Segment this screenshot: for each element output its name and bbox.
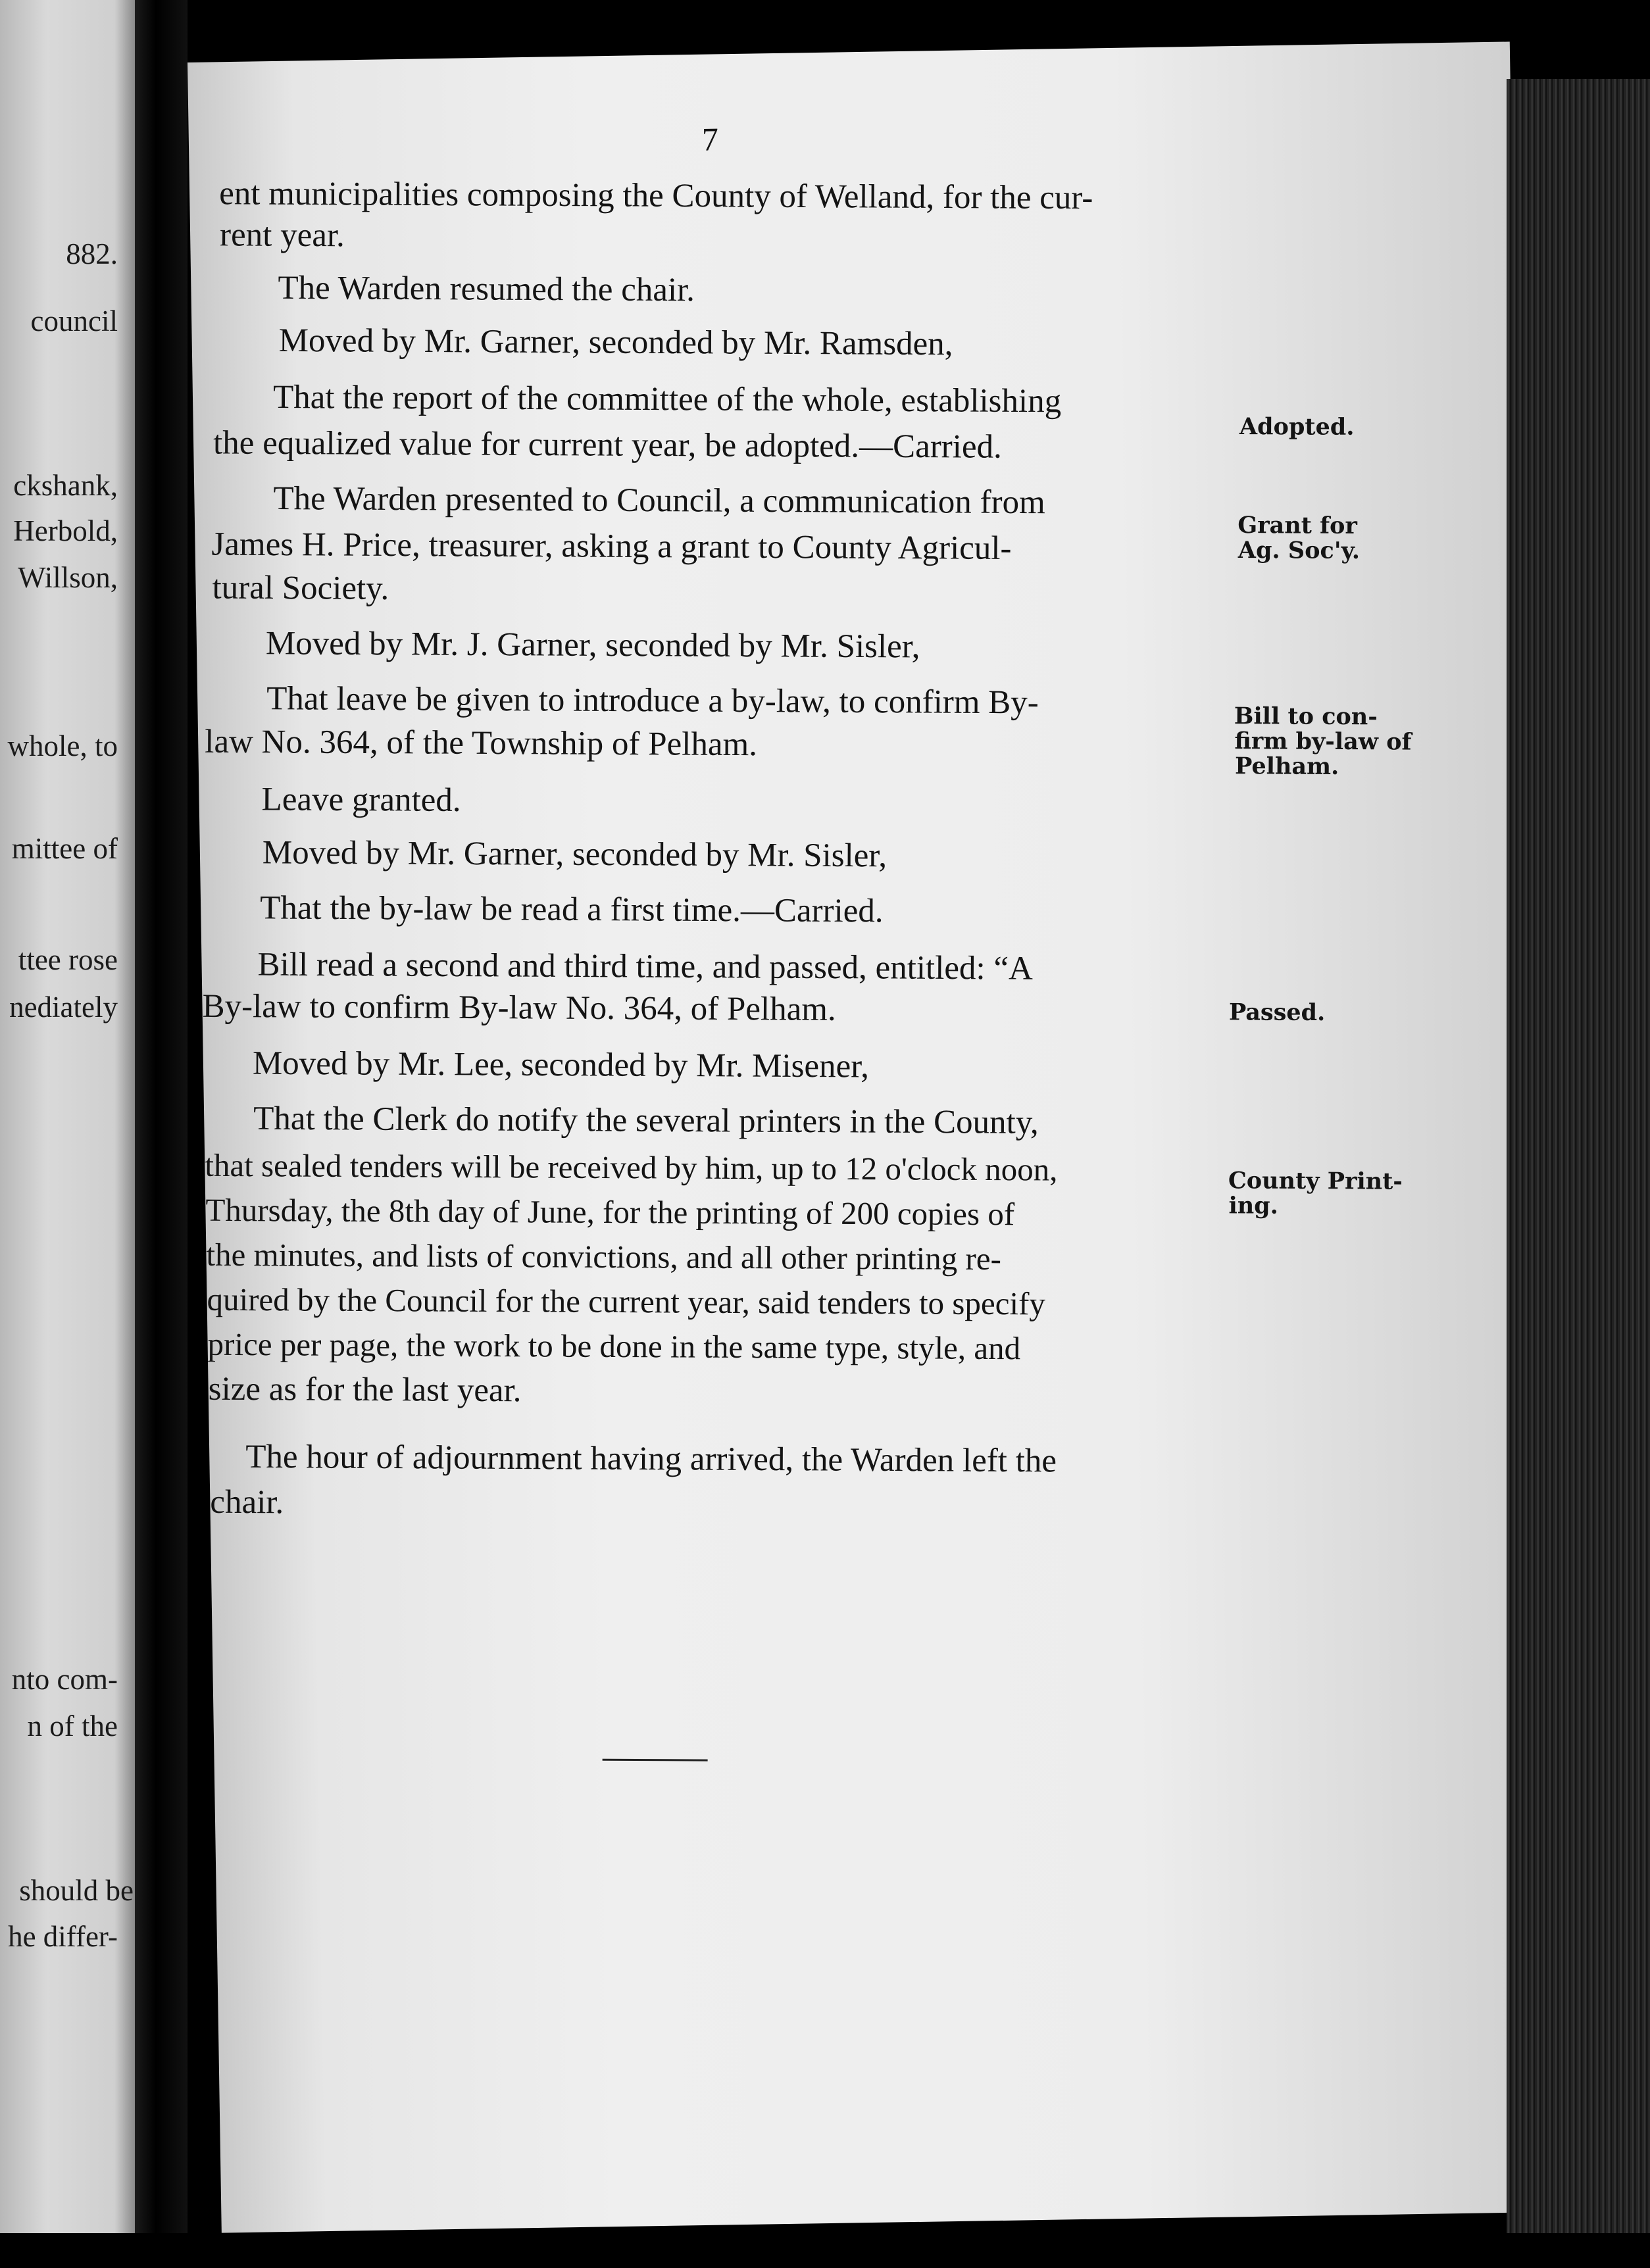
margin-note: Grant for xyxy=(1238,512,1358,539)
text-line: Moved by Mr. J. Garner, seconded by Mr. Sisler, xyxy=(265,625,920,666)
text-line: Leave granted. xyxy=(261,781,461,819)
text-line: that sealed tenders will be received by him, up to 12 o'clock noon, xyxy=(205,1146,1058,1188)
margin-note: firm by-law of xyxy=(1234,727,1412,756)
text-line: James H. Price, treasurer, asking a grant to County Agricul- xyxy=(211,526,1012,567)
left-page-fragment: nediately xyxy=(9,991,118,1023)
text-line: Moved by Mr. Garner, seconded by Mr. Ramsden, xyxy=(278,322,953,363)
margin-note: ing. xyxy=(1228,1192,1279,1220)
left-page-fragment: Willson, xyxy=(18,561,118,594)
left-page-fragment: ckshank, xyxy=(13,469,118,502)
left-page-fragment: n of the xyxy=(27,1710,118,1742)
text-line: size as for the last year. xyxy=(208,1370,522,1410)
margin-note: Ag. Soc'y. xyxy=(1238,537,1361,564)
text-line: That leave be given to introduce a by-law, to confirm By- xyxy=(266,680,1039,722)
text-line: the minutes, and lists of convictions, and all other printing re- xyxy=(206,1236,1002,1277)
left-page-fragment: nto com- xyxy=(11,1663,118,1696)
left-page-fragment: 882. xyxy=(66,237,118,270)
text-line: price per page, the work to be done in the same type, style, and xyxy=(207,1325,1021,1367)
text-line: chair. xyxy=(210,1483,284,1521)
left-page-fragment: he differ- xyxy=(8,1920,118,1953)
page-number: 7 xyxy=(701,120,719,158)
text-line: law No. 364, of the Township of Pelham. xyxy=(205,723,758,764)
text-line: Moved by Mr. Garner, seconded by Mr. Sisler, xyxy=(262,834,888,875)
text-line: That the by-law be read a first time.—Carried. xyxy=(260,889,884,930)
text-line: tural Society. xyxy=(212,569,389,607)
text-line: ent municipalities composing the County of Welland, for the cur- xyxy=(218,175,1093,217)
text-line: Bill read a second and third time, and passed, entitled: “A xyxy=(257,946,1034,987)
text-line: the equalized value for current year, be adopted.—Carried. xyxy=(213,424,1002,466)
margin-note: County Print- xyxy=(1228,1167,1403,1195)
left-page-fragment: should be xyxy=(19,1874,134,1907)
text-line: The hour of adjournment having arrived, the Warden left the xyxy=(245,1438,1057,1480)
text-line: That the report of the committee of the whole, establishing xyxy=(272,379,1062,420)
left-page-fragment: council xyxy=(30,305,118,337)
left-page-fragment: whole, to xyxy=(7,729,118,762)
text-line: quired by the Council for the current year, said tenders to specify xyxy=(207,1281,1046,1322)
text-line: The Warden presented to Council, a communication from xyxy=(273,480,1045,522)
text-line: By-law to confirm By-law No. 364, of Pelham. xyxy=(202,987,836,1028)
main-page xyxy=(188,41,1544,2232)
scan-border xyxy=(0,2233,1650,2268)
text-line: That the Clerk do notify the several printers in the County, xyxy=(253,1100,1039,1141)
left-page-fragment: Herbold, xyxy=(13,514,118,547)
page-stack-edge xyxy=(1507,79,1650,2268)
book-gutter xyxy=(135,0,188,2268)
margin-note: Passed. xyxy=(1228,998,1326,1027)
body-text xyxy=(188,41,1544,2232)
margin-note: Pelham. xyxy=(1234,752,1339,780)
left-facing-page xyxy=(0,0,135,2268)
text-line: Moved by Mr. Lee, seconded by Mr. Misener, xyxy=(252,1045,870,1085)
left-page-fragment: ttee rose xyxy=(18,943,118,976)
text-line: Thursday, the 8th day of June, for the printing of 200 copies of xyxy=(205,1191,1015,1233)
left-page-fragment: mittee of xyxy=(11,832,118,865)
text-line: The Warden resumed the chair. xyxy=(278,269,695,309)
margin-note: Adopted. xyxy=(1239,412,1355,441)
margin-note: Bill to con- xyxy=(1234,703,1378,731)
text-line: rent year. xyxy=(219,216,345,255)
